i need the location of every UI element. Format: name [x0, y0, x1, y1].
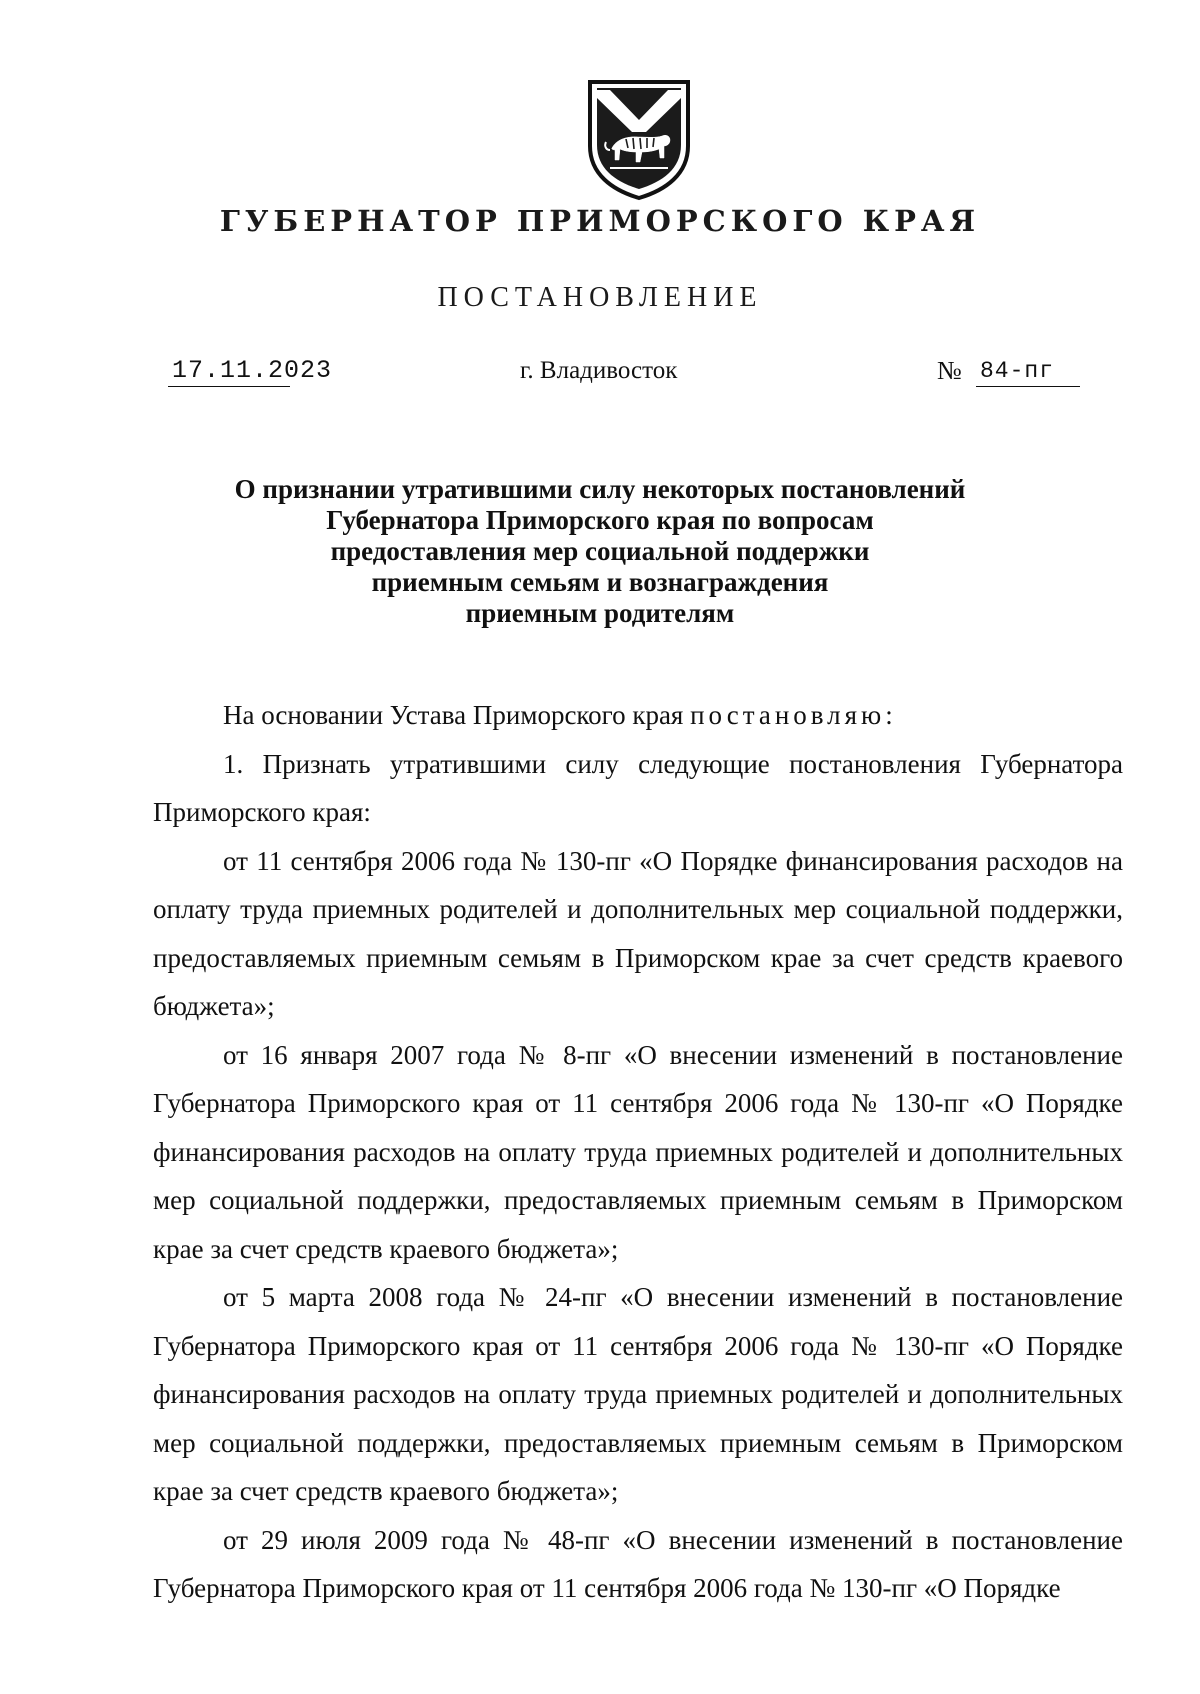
title-line: Губернатора Приморского края по вопросам — [326, 505, 874, 535]
intro-colon: : — [885, 700, 893, 730]
document-city: г. Владивосток — [520, 357, 678, 384]
body-paragraph: от 11 сентября 2006 года № 130-пг «О Порядке финансирования расходов на оплату труда приемных родителей и дополнительных мер социальной поддержки, предоставляемых приемным семьям в Приморском крае за счет средств краевого бюджета»; — [153, 845, 1123, 1021]
body-paragraph: от 5 марта 2008 года № 24-пг «О внесении изменений в постановление Губернатора Приморского края от 11 сентября 2006 года № 130-пг «О Порядке финансирования расходов на оплату труда приемных родителей и дополнительных мер социальной поддержки, предоставляемых приемным семьям в Приморском крае за счет средств краевого бюджета»; — [153, 1282, 1123, 1506]
number-underline — [976, 386, 1080, 387]
document-date: 17.11.2023 — [172, 356, 333, 385]
document-number: 84-пг — [980, 358, 1055, 384]
title-line: приемным родителям — [465, 598, 735, 628]
title-line: О признании утратившими силу некоторых постановлений — [234, 474, 966, 504]
body-paragraph: от 16 января 2007 года № 8-пг «О внесении изменений в постановление Губернатора Приморского края от 11 сентября 2006 года № 130-пг «О Порядке финансирования расходов на оплату труда приемных родителей и дополнительных мер социальной поддержки, предоставляемых приемным семьям в Приморском крае за счет средств краевого бюджета»; — [153, 1039, 1123, 1264]
coat-of-arms-emblem — [586, 76, 692, 202]
intro-text: На основании Устава Приморского края — [223, 700, 684, 730]
decree-word: постановляю — [690, 700, 886, 730]
document-type: ПОСТАНОВЛЕНИЕ — [437, 282, 763, 313]
document-title — [200, 474, 1000, 629]
title-line: предоставления мер социальной поддержки — [330, 536, 870, 566]
title-line: приемным семьям и вознаграждения — [371, 567, 829, 597]
body-paragraph: 1. Признать утратившими силу следующие постановления Губернатора Приморского края: — [153, 748, 1123, 827]
date-underline — [168, 386, 290, 387]
number-sign: № — [937, 356, 962, 385]
issuing-authority: ГУБЕРНАТОР ПРИМОРСКОГО КРАЯ — [219, 204, 981, 238]
document-body — [153, 691, 1123, 1613]
intro-paragraph — [153, 691, 1123, 740]
body-paragraph: от 29 июля 2009 года № 48-пг «О внесении изменений в постановление Губернатора Приморского края от 11 сентября 2006 года № 130-пг «О Порядке — [153, 1524, 1123, 1603]
